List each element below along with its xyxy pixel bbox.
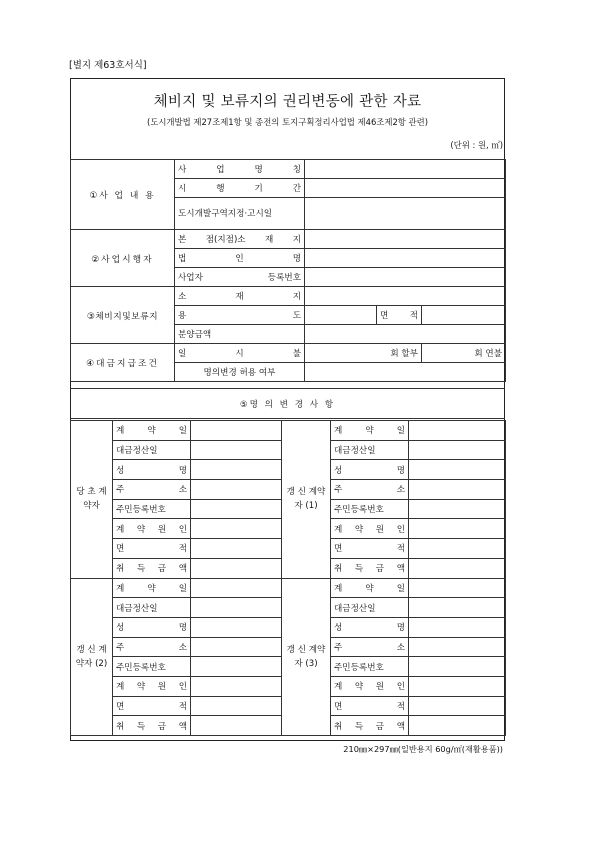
biz-reg-label: 사업자 등록번호 (175, 268, 305, 287)
hq-address-label: 본 점(지점)소 재 지 (175, 230, 305, 249)
field-value[interactable] (409, 598, 506, 618)
party-changed2: 갱 신 계약자 (2) (71, 578, 113, 736)
field-value[interactable] (191, 480, 282, 500)
field-value[interactable] (409, 539, 506, 559)
section5-header-table (70, 388, 505, 419)
field-value[interactable] (191, 676, 282, 696)
field-label: 면 적 (113, 696, 191, 716)
field-value[interactable] (409, 440, 506, 460)
designation-date-label: 도시개발구역지정·고시일 (175, 198, 305, 230)
form-id: [별지 제63호서식] (69, 60, 147, 71)
field-label: 대금정산일 (331, 598, 409, 618)
section4-label: ④대금지급조건 (71, 344, 175, 382)
field-label: 면 적 (331, 539, 409, 559)
lump-sum-label: 일 시 불 (175, 344, 305, 363)
field-label: 계 약 원 인 (113, 676, 191, 696)
field-value[interactable] (409, 578, 506, 598)
field-value[interactable] (191, 657, 282, 677)
field-value[interactable] (409, 657, 506, 677)
party-changed3: 갱 신 계약자 (3) (282, 578, 331, 736)
field-label: 계 약 원 인 (113, 519, 191, 539)
section1-label: ①사 업 내 용 (71, 160, 175, 230)
field-label: 취 득 금 액 (113, 716, 191, 736)
field-label: 성 명 (113, 617, 191, 637)
use-field[interactable] (305, 306, 377, 325)
business-name-label: 사 업 명 칭 (175, 160, 305, 179)
period-field[interactable] (305, 179, 506, 198)
field-value[interactable] (409, 617, 506, 637)
area-field[interactable] (422, 306, 506, 325)
field-value[interactable] (409, 460, 506, 480)
field-value[interactable] (191, 637, 282, 657)
field-label: 취 득 금 액 (331, 558, 409, 578)
period-label: 시 행 기 간 (175, 179, 305, 198)
field-label: 면 적 (113, 539, 191, 559)
field-value[interactable] (191, 460, 282, 480)
party-changed1: 갱 신 계약자 (1) (282, 421, 331, 579)
field-label: 대금정산일 (113, 440, 191, 460)
corp-name-field[interactable] (305, 249, 506, 268)
field-value[interactable] (409, 519, 506, 539)
use-label: 용 도 (175, 306, 305, 325)
transfer-allowed-label: 명의변경 허용 여부 (175, 363, 305, 382)
field-label: 계 약 일 (331, 421, 409, 441)
hq-address-field[interactable] (305, 230, 506, 249)
field-label: 성 명 (331, 617, 409, 637)
section3-label: ③체비지및보류지 (71, 287, 175, 344)
field-label: 주민등록번호 (331, 657, 409, 677)
field-label: 주 소 (331, 637, 409, 657)
section2-label: ②사업시행자 (71, 230, 175, 287)
field-label: 성 명 (331, 460, 409, 480)
field-label: 계 약 일 (113, 578, 191, 598)
field-value[interactable] (409, 421, 506, 441)
field-label: 주 소 (113, 480, 191, 500)
field-value[interactable] (191, 598, 282, 618)
field-value[interactable] (191, 499, 282, 519)
field-value[interactable] (191, 519, 282, 539)
field-label: 주민등록번호 (113, 657, 191, 677)
sale-amount-label: 분양금액 (175, 325, 305, 344)
field-label: 취 득 금 액 (113, 558, 191, 578)
field-value[interactable] (191, 558, 282, 578)
field-value[interactable] (191, 617, 282, 637)
field-value[interactable] (409, 696, 506, 716)
field-value[interactable] (409, 716, 506, 736)
field-value[interactable] (409, 637, 506, 657)
corp-name-label: 법 인 명 (175, 249, 305, 268)
field-value[interactable] (409, 558, 506, 578)
field-label: 주 소 (331, 480, 409, 500)
field-label: 취 득 금 액 (331, 716, 409, 736)
field-label: 대금정산일 (331, 440, 409, 460)
location-label: 소 재 지 (175, 287, 305, 306)
field-value[interactable] (409, 499, 506, 519)
field-value[interactable] (409, 676, 506, 696)
info-table (70, 159, 506, 382)
transfer-allowed-field[interactable] (305, 363, 506, 382)
field-label: 주민등록번호 (331, 499, 409, 519)
field-label: 계 약 일 (331, 578, 409, 598)
field-label: 계 약 원 인 (331, 676, 409, 696)
field-label: 면 적 (331, 696, 409, 716)
field-label: 주 소 (113, 637, 191, 657)
unit-note: (단위 : 원, ㎡) (450, 140, 503, 150)
area-label: 면 적 (377, 306, 422, 325)
installment-count[interactable]: 회 할부 (305, 344, 422, 363)
field-value[interactable] (409, 480, 506, 500)
form-title: 체비지 및 보류지의 권리변동에 관한 자료 (153, 94, 422, 110)
field-value[interactable] (191, 578, 282, 598)
party-original: 당 초 계약자 (71, 421, 113, 579)
sale-amount-field[interactable] (305, 325, 506, 344)
field-value[interactable] (191, 440, 282, 460)
paper-spec: 210㎜×297㎜(일반용지 60g/㎡(재활용품)) (343, 744, 503, 754)
field-value[interactable] (191, 539, 282, 559)
field-value[interactable] (191, 421, 282, 441)
field-label: 주민등록번호 (113, 499, 191, 519)
field-value[interactable] (191, 716, 282, 736)
field-label: 성 명 (113, 460, 191, 480)
field-label: 계 약 원 인 (331, 519, 409, 539)
location-field[interactable] (305, 287, 506, 306)
section5-label: ⑤명 의 변 경 사 항 (70, 389, 505, 419)
annual-rate[interactable]: 회 연불 (422, 344, 506, 363)
field-label: 대금정산일 (113, 598, 191, 618)
designation-date-field[interactable] (305, 198, 506, 230)
biz-reg-field[interactable] (305, 268, 506, 287)
form-subtitle: (도시개발법 제27조제1항 및 종전의 토지구획정리사업법 제46조제2항 관련) (146, 117, 428, 127)
field-value[interactable] (191, 696, 282, 716)
field-label: 계 약 일 (113, 421, 191, 441)
business-name-field[interactable] (305, 160, 506, 179)
transfer-grid (70, 420, 506, 736)
